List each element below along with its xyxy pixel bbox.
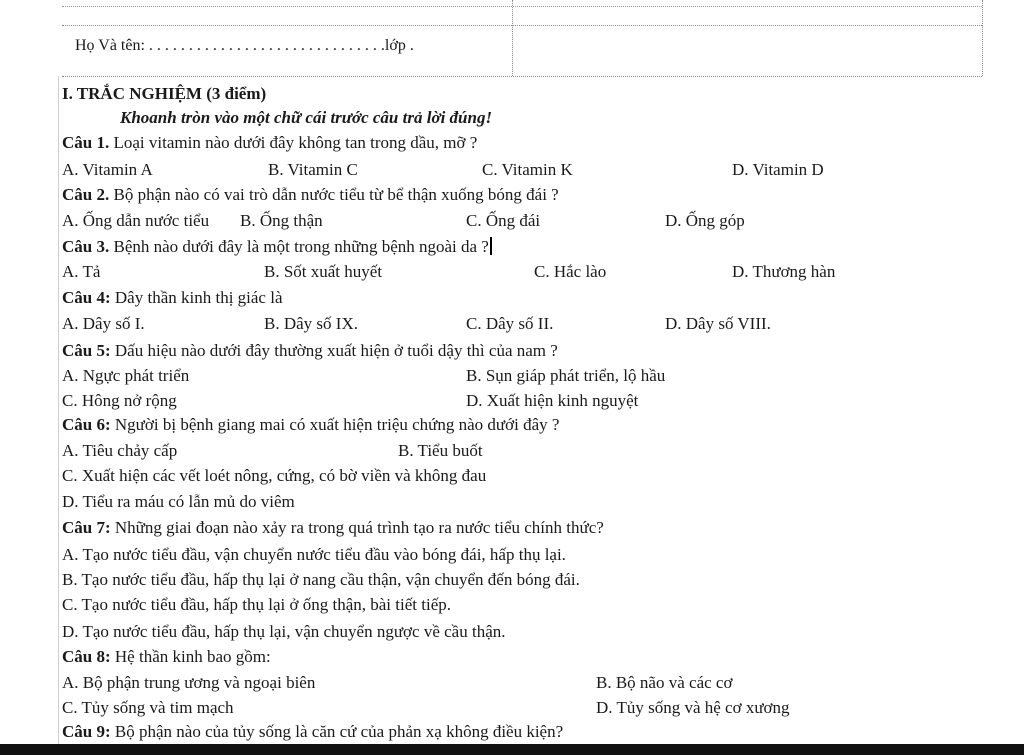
option-7a[interactable]: A. Tạo nước tiểu đầu, vận chuyển nước tiểu đầu vào bóng đái, hấp thụ lại. xyxy=(62,545,566,564)
option-4d[interactable]: D. Dây số VIII. xyxy=(665,314,771,333)
option-6d[interactable]: D. Tiểu ra máu có lẫn mủ do viêm xyxy=(62,492,295,511)
option-2a[interactable]: A. Ống dẫn nước tiểu xyxy=(62,211,210,230)
question-4 xyxy=(62,288,283,308)
option-8d[interactable]: D. Tủy sống và hệ cơ xương xyxy=(596,698,790,717)
option-3a[interactable]: A. Tả xyxy=(62,262,101,281)
option-2d[interactable]: D. Ống góp xyxy=(665,211,745,230)
question-text: Hệ thần kinh bao gồm: xyxy=(110,647,271,666)
question-label: Câu 7: xyxy=(62,518,111,537)
question-label: Câu 9: xyxy=(62,722,111,741)
question-text: Loại vitamin nào dưới đây không tan trong dầu, mỡ ? xyxy=(109,133,478,152)
question-text: Dây thần kinh thị giác là xyxy=(110,288,283,307)
question-text: Dấu hiệu nào dưới đây thường xuất hiện ở tuổi dậy thì của nam ? xyxy=(110,341,558,360)
question-9 xyxy=(62,722,563,742)
option-4b[interactable]: B. Dây số IX. xyxy=(264,314,358,333)
option-5a[interactable]: A. Ngực phát triển xyxy=(62,366,190,385)
option-1a[interactable]: A. Vitamin A xyxy=(62,160,153,179)
header-top-border xyxy=(62,0,982,7)
option-6b[interactable]: B. Tiểu buốt xyxy=(398,441,483,460)
question-label: Câu 8: xyxy=(62,647,111,666)
question-label: Câu 1. xyxy=(62,133,110,152)
option-1d[interactable]: D. Vitamin D xyxy=(732,160,824,179)
option-7d[interactable]: D. Tạo nước tiểu đầu, hấp thụ lại, vận chuyển ngược về cầu thận. xyxy=(62,622,506,641)
page-margin-line xyxy=(58,76,59,744)
option-3c[interactable]: C. Hắc lào xyxy=(534,262,607,281)
option-8b[interactable]: B. Bộ não và các cơ xyxy=(596,673,733,692)
option-4a[interactable]: A. Dây số I. xyxy=(62,314,145,333)
question-5 xyxy=(62,341,558,361)
name-class-field[interactable]: Họ Và tên: . . . . . . . . . . . . . . . . . . . . . . . . . . . . . .lớp . xyxy=(75,37,414,54)
question-label: Câu 6: xyxy=(62,415,111,434)
option-6c[interactable]: C. Xuất hiện các vết loét nông, cứng, có bờ viền và không đau xyxy=(62,466,487,485)
option-6a[interactable]: A. Tiêu chảy cấp xyxy=(62,441,178,460)
option-3b[interactable]: B. Sốt xuất huyết xyxy=(264,262,383,281)
question-label: Câu 3. xyxy=(62,237,110,256)
header-right-border xyxy=(982,0,983,76)
question-label: Câu 2. xyxy=(62,185,110,204)
option-1b[interactable]: B. Vitamin C xyxy=(268,160,358,179)
question-7 xyxy=(62,518,604,538)
option-8a[interactable]: A. Bộ phận trung ương và ngoại biên xyxy=(62,673,316,692)
option-5b[interactable]: B. Sụn giáp phát triển, lộ hầu xyxy=(466,366,666,385)
text-cursor xyxy=(490,237,492,255)
section-title: I. TRẮC NGHIỆM (3 điểm) xyxy=(62,84,267,103)
option-2b[interactable]: B. Ống thận xyxy=(240,211,323,230)
question-label: Câu 4: xyxy=(62,288,111,307)
option-3d[interactable]: D. Thương hàn xyxy=(732,262,836,281)
question-text: Bệnh nào dưới đây là một trong những bệnh ngoài da ? xyxy=(109,237,489,256)
question-6 xyxy=(62,415,559,435)
question-1 xyxy=(62,133,477,153)
option-4c[interactable]: C. Dây số II. xyxy=(466,314,554,333)
option-8c[interactable]: C. Tủy sống và tim mạch xyxy=(62,698,234,717)
question-text: Bộ phận nào của tủy sống là căn cứ của phản xạ không điều kiện? xyxy=(110,722,564,741)
question-text: Bộ phận nào có vai trò dẫn nước tiểu từ bể thận xuống bóng đái ? xyxy=(109,185,559,204)
bottom-bar xyxy=(0,744,1024,755)
option-7c[interactable]: C. Tạo nước tiểu đầu, hấp thụ lại ở ống thận, bài tiết tiếp. xyxy=(62,595,451,614)
option-5d[interactable]: D. Xuất hiện kinh nguyệt xyxy=(466,391,639,410)
option-2c[interactable]: C. Ống đái xyxy=(466,211,541,230)
question-text: Người bị bệnh giang mai có xuất hiện triệu chứng nào dưới đây ? xyxy=(110,415,560,434)
question-3 xyxy=(62,237,492,257)
option-7b[interactable]: B. Tạo nước tiểu đầu, hấp thụ lại ở nang cầu thận, vận chuyển đến bóng đái. xyxy=(62,570,580,589)
instruction: Khoanh tròn vào một chữ cái trước câu trả lời đúng! xyxy=(120,108,493,127)
header-divider xyxy=(512,0,513,76)
option-1c[interactable]: C. Vitamin K xyxy=(482,160,573,179)
question-text: Những giai đoạn nào xảy ra trong quá trình tạo ra nước tiểu chính thức? xyxy=(110,518,604,537)
option-5c[interactable]: C. Hông nở rộng xyxy=(62,391,177,410)
question-8 xyxy=(62,647,271,667)
question-label: Câu 5: xyxy=(62,341,111,360)
question-2 xyxy=(62,185,559,205)
